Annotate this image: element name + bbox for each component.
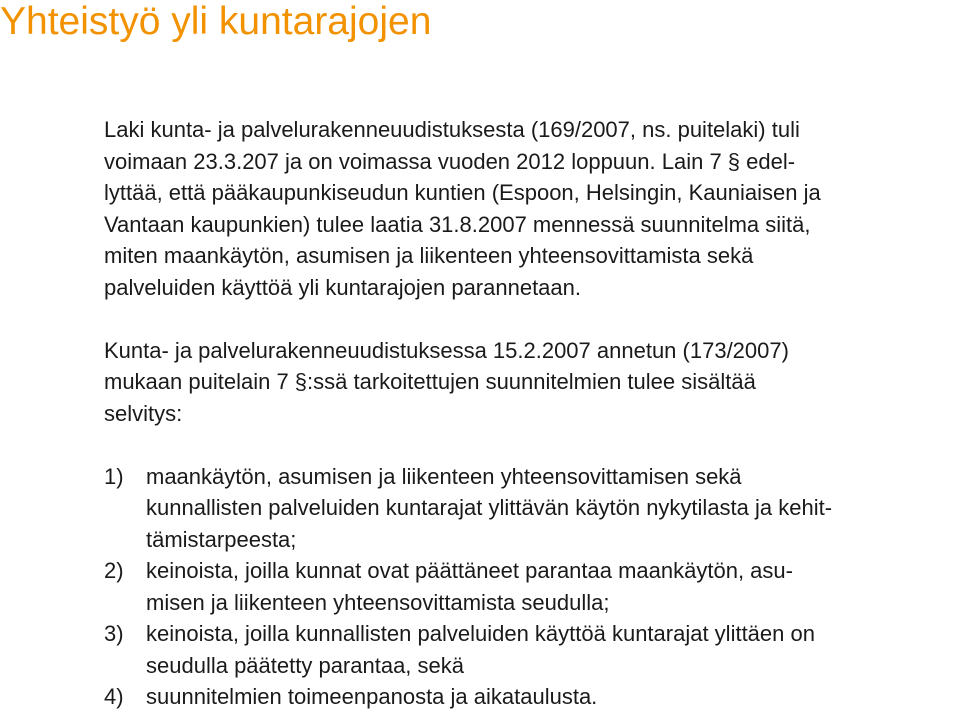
second-line: Kunta- ja palvelurakenneuudistuksessa 15.2.2007 annetun (173/2007) (104, 337, 789, 363)
document-body (104, 114, 954, 713)
list-line: tämistarpeesta; (146, 526, 297, 552)
intro-line: lyttää, että pääkaupunkiseudun kuntien (Espoon, Helsingin, Kauniaisen ja (104, 180, 821, 205)
list-number: 4) (104, 684, 124, 709)
intro-paragraph (104, 114, 954, 303)
intro-line: voimaan 23.3.207 ja on voimassa vuoden 2012 loppuun. Lain 7 § edel- (104, 148, 796, 174)
list-item (104, 681, 954, 713)
intro-line: palveluiden käyttöä yli kuntarajojen parannetaan. (104, 274, 581, 300)
list-line: keinoista, joilla kunnallisten palveluiden käyttöä kuntarajat ylittäen on (146, 621, 815, 646)
page-title: Yhteistyö yli kuntarajojen (0, 0, 432, 43)
second-line: mukaan puitelain 7 §:ssä tarkoitettujen suunnitelmien tulee sisältää (104, 369, 756, 394)
paragraph-spacer (104, 429, 954, 461)
list-line: seudulla päätetty parantaa, sekä (146, 652, 465, 678)
list-line: misen ja liikenteen yhteensovittamista seudulla; (146, 589, 610, 615)
list-number: 1) (104, 463, 124, 489)
list-number: 3) (104, 621, 124, 646)
intro-line: Laki kunta- ja palvelurakenneuudistuksesta (169/2007, ns. puitelaki) tuli (104, 117, 800, 142)
intro-line: miten maankäytön, asumisen ja liikenteen yhteensovittamista sekä (104, 243, 754, 268)
list-line: maankäytön, asumisen ja liikenteen yhteensovittamisen sekä (146, 463, 742, 489)
second-line: selvitys: (104, 400, 183, 426)
list-item (104, 461, 954, 556)
second-paragraph (104, 335, 954, 430)
list-number: 2) (104, 558, 124, 583)
paragraph-spacer (104, 303, 954, 335)
list-line: keinoista, joilla kunnat ovat päättäneet parantaa maankäytön, asu- (146, 558, 793, 583)
list-line: kunnallisten palveluiden kuntarajat ylittävän käytön nykytilasta ja kehit- (146, 495, 833, 520)
intro-line: Vantaan kaupunkien) tulee laatia 31.8.2007 mennessä suunnitelma siitä, (104, 211, 811, 237)
list-item (104, 555, 954, 618)
list-item (104, 618, 954, 681)
requirements-list (104, 461, 954, 713)
list-line: suunnitelmien toimeenpanosta ja aikataulusta. (146, 684, 598, 709)
